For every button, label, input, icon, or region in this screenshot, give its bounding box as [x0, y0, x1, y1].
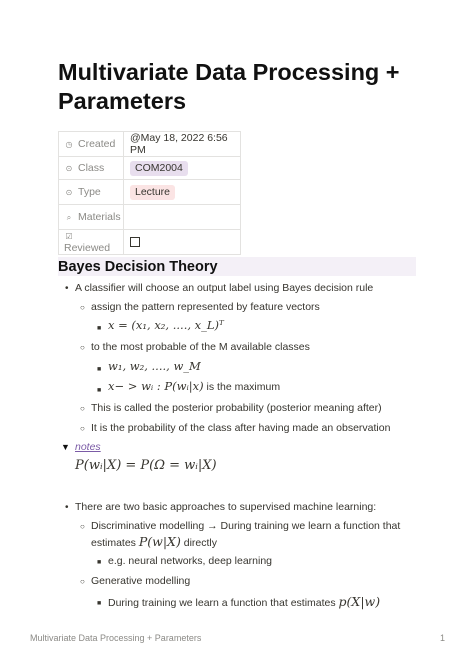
property-value[interactable] — [124, 157, 241, 180]
property-key-label: Reviewed — [64, 242, 111, 254]
select-icon: ⊙ — [65, 164, 73, 173]
property-value-text: @May 18, 2022 6:56 PM — [130, 132, 228, 156]
reviewed-checkbox[interactable] — [130, 237, 140, 247]
math-formula: P(w|X) — [138, 534, 181, 549]
property-key — [59, 132, 124, 157]
bullet-circle: ○ — [80, 303, 85, 312]
list-item: A classifier will choose an output label using Bayes decision rule — [75, 282, 374, 294]
notes-formula: P(wᵢ|X) = P(Ω = wᵢ|X) — [75, 458, 217, 473]
bullet-square: ■ — [97, 600, 102, 607]
property-key — [59, 157, 124, 180]
toggle-triangle-icon[interactable]: ▼ — [61, 442, 70, 452]
list-item: This is called the posterior probability (posterior meaning after) — [91, 402, 382, 414]
list-item: It is the probability of the class after having made an observation — [91, 422, 391, 434]
list-item-text: During training we learn a function that estimates — [108, 597, 339, 609]
page-number: 1 — [440, 633, 446, 643]
paperclip-icon: ⌕ — [66, 213, 72, 222]
list-item: e.g. neural networks, deep learning — [108, 555, 273, 567]
property-value[interactable] — [124, 180, 241, 205]
list-item: assign the pattern represented by feature vectors — [91, 301, 320, 313]
property-key — [59, 230, 124, 255]
properties-table — [58, 131, 241, 255]
footer-title: Multivariate Data Processing + Parameters — [30, 633, 202, 643]
list-item — [108, 380, 280, 394]
property-row — [59, 205, 241, 230]
math-formula: p(X|w) — [338, 594, 381, 609]
bullet-square: ■ — [97, 387, 102, 394]
list-item: Generative modelling — [91, 575, 191, 587]
clock-icon: ◷ — [65, 140, 73, 149]
list-item: There are two basic approaches to supervised machine learning: — [75, 501, 377, 513]
list-item-text: directly — [180, 537, 218, 549]
property-key — [59, 205, 124, 230]
select-icon: ⊙ — [65, 188, 73, 197]
bullet-circle: ○ — [80, 404, 85, 413]
property-key — [59, 180, 124, 205]
property-value[interactable] — [124, 132, 241, 157]
bullet-square: ■ — [97, 325, 102, 332]
page-title: Multivariate Data Processing + Parameters — [58, 59, 400, 114]
list-item: Discriminative modelling → During training we learn a function that — [91, 520, 401, 532]
bullet-circle: ○ — [80, 522, 85, 531]
section-heading: Bayes Decision Theory — [58, 257, 416, 276]
bullet-circle: ○ — [80, 424, 85, 433]
bullet-square: ■ — [97, 366, 102, 373]
notes-toggle-link[interactable]: notes — [75, 441, 101, 453]
list-item-text: is the maximum — [203, 381, 281, 393]
property-row — [59, 180, 241, 205]
property-tag[interactable]: Lecture — [130, 185, 175, 200]
property-row — [59, 132, 241, 157]
bullet-circle: ○ — [80, 343, 85, 352]
list-item — [108, 595, 380, 610]
property-value[interactable] — [124, 205, 241, 230]
math-formula: w₁, w₂, ...., w_M — [108, 359, 201, 373]
bullet-circle: ○ — [80, 577, 85, 586]
property-tag[interactable]: COM2004 — [130, 161, 188, 176]
math-formula: x = (x₁, x₂, ...., x_L)ᵀ — [108, 318, 224, 332]
property-key-label: Class — [78, 162, 105, 174]
property-key-label: Materials — [78, 211, 121, 223]
property-value[interactable] — [124, 230, 241, 255]
bullet-disc: • — [65, 283, 69, 294]
property-key-label: Created — [78, 138, 116, 150]
checkbox-icon: ☑ — [65, 232, 73, 241]
math-formula: x− > wᵢ : P(wᵢ|x) — [108, 379, 204, 393]
list-item-continued — [91, 535, 217, 550]
property-row — [59, 157, 241, 180]
bullet-square: ■ — [97, 559, 102, 566]
property-key-label: Type — [78, 186, 101, 198]
bullet-disc: • — [65, 502, 69, 513]
list-item-text: estimates — [91, 537, 139, 549]
list-item: to the most probable of the M available classes — [91, 341, 310, 353]
property-row — [59, 230, 241, 255]
